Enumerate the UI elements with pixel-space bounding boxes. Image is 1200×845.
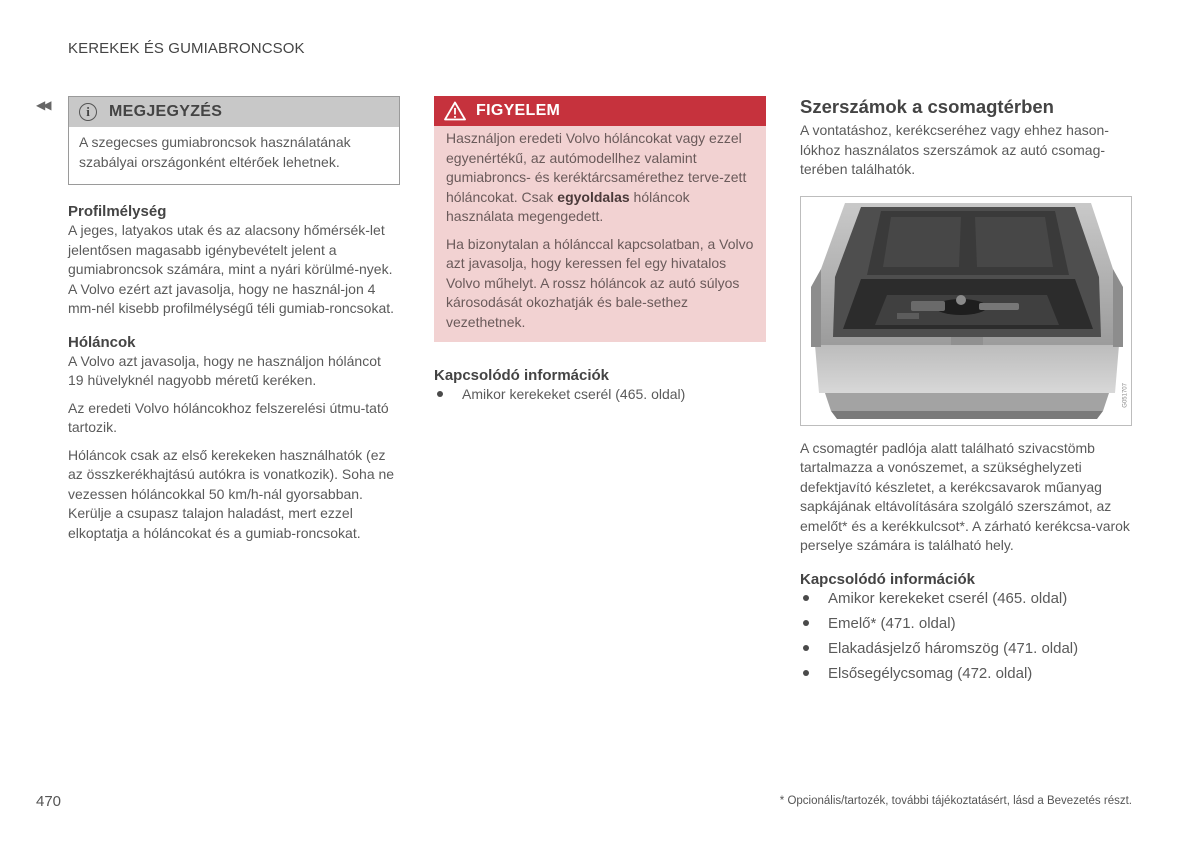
related-heading-right: Kapcsolódó információk: [800, 570, 976, 588]
image-code: G051707: [1123, 382, 1129, 408]
car-trunk-illustration: [801, 197, 1132, 426]
warning-text-2: Ha bizonytalan a hólánccal kapcsolatban, a Volvo azt javasolja, hogy keressen fel egy hivatalos Volvo műhelyt. A rossz hóláncok az autó súlyos károsodását okozhatják és bale-sethez vezethetnek.: [446, 235, 754, 330]
tread-heading: Profilmélység: [68, 203, 167, 220]
warning-title: FIGYELEM: [476, 102, 561, 119]
chains-text-2: Az eredeti Volvo hóláncokhoz felszerelési útmu-tató tartozik.: [68, 399, 389, 435]
footnote: * Opcionális/tartozék, további tájékoztatásért, lásd a Bevezetés részt.: [779, 795, 1132, 807]
note-box: [68, 96, 400, 185]
warning-box: [434, 96, 766, 342]
section-intro: A vontatáshoz, kerékcseréhez vagy ehhez hason-lókhoz használatos szerszámok az autó csomag-terében találhatók.: [800, 122, 1109, 177]
chains-text-1: A Volvo azt javasolja, hogy ne használjon hóláncot 19 hüvelyknél nagyobb méretű keréken.: [68, 352, 381, 388]
related-link[interactable]: Emelő* (471. oldal): [800, 614, 1132, 634]
page-number: 470: [36, 793, 62, 810]
back-arrows-icon[interactable]: ◀◀: [36, 98, 49, 112]
trunk-description: A csomagtér padlója alatt található szivacstömb tartalmazza a vonószemet, a szükséghelyzeti defektjavító készletet, a kerékcsavarok műanyag sapkájának eltávolítására szolgáló szerszámot, az emelőt* és a kerékkulcsot*. A zárható kerékcsa-varok perselye számára is található hely.: [800, 439, 1130, 553]
page-header: KEREKEK ÉS GUMIABRONCSOK: [68, 40, 305, 57]
note-title: MEGJEGYZÉS: [109, 103, 223, 120]
tread-text: A jeges, latyakos utak és az alacsony hőmérsék-let jelentősen magasabb igénybevételt jelent a gumiabroncsok számára, mint a nyári körülmé-nyek. A Volvo ezért azt javasolja, hogy ne használ-jon 4 mm-nél kisebb profilmélységű téli gumiab-roncsokat.: [68, 222, 395, 316]
column-left: [68, 96, 400, 543]
related-link[interactable]: Amikor kerekeket cserél (465. oldal): [434, 385, 766, 405]
related-link[interactable]: Elakadásjelző háromszög (471. oldal): [800, 639, 1132, 659]
related-link[interactable]: Elsősegélycsomag (472. oldal): [800, 664, 1132, 684]
section-title: Szerszámok a csomagtérben: [800, 96, 1054, 117]
related-link[interactable]: Amikor kerekeket cserél (465. oldal): [800, 589, 1132, 609]
warning-header: [434, 96, 766, 126]
column-middle: [434, 96, 766, 405]
warning-text-1: Használjon eredeti Volvo hóláncokat vagy ezzel egyenértékű, az autómodellhez valamint gumiabroncs- és keréktárcsamérethez terve-zett hóláncokat. Csak egyoldalas hóláncok használata megengedett.: [446, 130, 747, 224]
note-header: [69, 97, 399, 127]
trunk-photo: [800, 196, 1132, 426]
info-icon: i: [79, 103, 97, 121]
related-heading-middle: Kapcsolódó információk: [434, 367, 610, 384]
chains-heading: Hóláncok: [68, 333, 136, 351]
note-text: A szegecses gumiabroncsok használatának szabályai országonként eltérőek lehetnek.: [79, 134, 351, 170]
chains-text-3: Hóláncok csak az első kerekeken használhatók (ez az összkerékhajtású autókra is vonatkozik). Soha ne vezessen hóláncokkal 50 km/h-nál gyorsabban. Kerülje a csupasz talajon haladást, mert ezzel elkoptatja a hóláncokat és a gumiab-roncsokat.: [68, 446, 395, 541]
warning-triangle-icon: [444, 101, 466, 121]
related-list-right: [800, 589, 1132, 684]
column-right: [800, 96, 1132, 689]
warning-body: [434, 126, 766, 342]
related-list-middle: [434, 385, 766, 405]
